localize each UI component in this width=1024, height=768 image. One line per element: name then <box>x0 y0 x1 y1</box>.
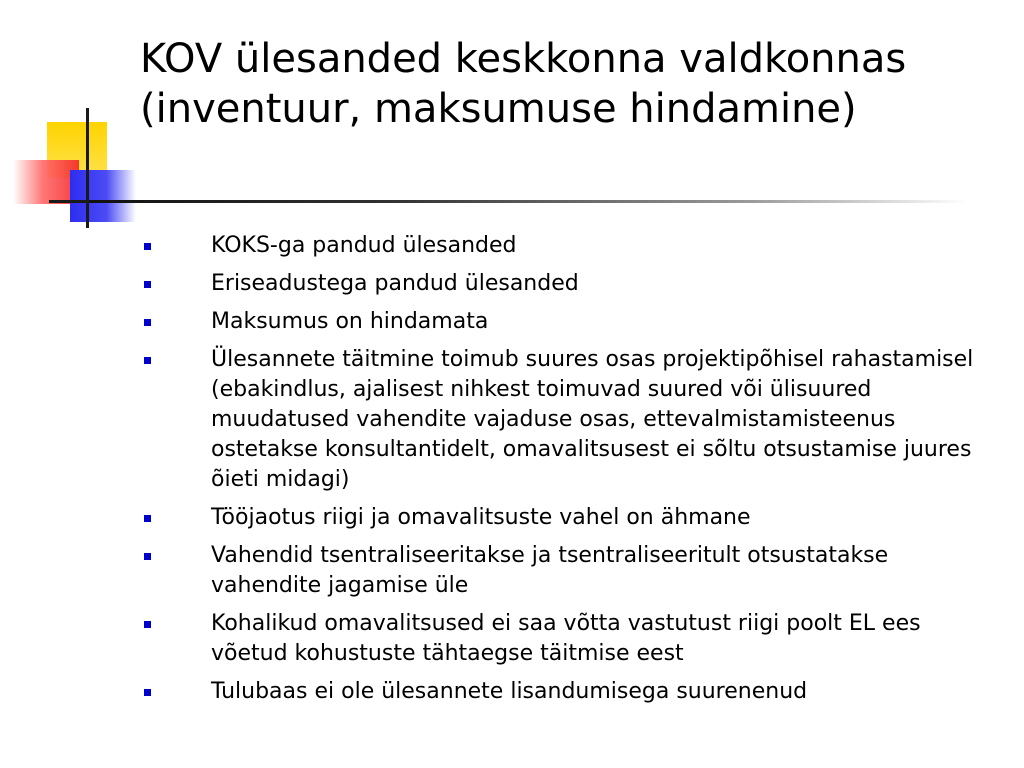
bullet-text: Eriseadustega pandud ülesanded <box>211 271 579 296</box>
bullet-square-icon <box>144 281 151 288</box>
bullet-text: Vahendid tsentraliseeritakse ja tsentraliseeritult otsustatakse vahendite jagamise üle <box>211 543 889 598</box>
bullet-square-icon <box>144 243 151 250</box>
slide-title <box>140 34 1000 134</box>
bullet-item <box>144 231 994 261</box>
slide-title-line-2: (inventuur, maksumuse hindamine) <box>140 86 857 132</box>
bullet-item <box>144 307 994 337</box>
bullet-square-icon <box>144 515 151 522</box>
bullet-item <box>144 503 994 533</box>
bullet-square-icon <box>144 553 151 560</box>
logo-blue-square <box>70 170 136 222</box>
slide-title-line-1: KOV ülesanded keskkonna valdkonnas <box>140 36 907 82</box>
bullet-item <box>144 345 994 495</box>
bullet-list <box>144 231 994 715</box>
bullet-text: Tulubaas ei ole ülesannete lisandumisega suurenenud <box>211 679 808 704</box>
bullet-item <box>144 677 994 707</box>
bullet-square-icon <box>144 319 151 326</box>
logo-horizontal-line <box>49 200 89 203</box>
title-divider <box>89 200 969 203</box>
logo-vertical-line <box>86 108 89 228</box>
template-logo <box>0 100 150 240</box>
bullet-square-icon <box>144 357 151 364</box>
bullet-text: KOKS-ga pandud ülesanded <box>211 233 517 258</box>
bullet-text: Tööjaotus riigi ja omavalitsuste vahel on ähmane <box>211 505 751 530</box>
bullet-item <box>144 541 994 601</box>
bullet-square-icon <box>144 689 151 696</box>
bullet-text: Maksumus on hindamata <box>211 309 489 334</box>
bullet-square-icon <box>144 621 151 628</box>
bullet-item <box>144 609 994 669</box>
bullet-text: Kohalikud omavalitsused ei saa võtta vastutust riigi poolt EL ees võetud kohustuste tähtaegse täitmise eest <box>211 611 921 666</box>
bullet-text: Ülesannete täitmine toimub suures osas projektipõhisel rahastamisel (ebakindlus, ajalisest nihkest toimuvad suured või ülisuured muudatused vahendite vajaduse osas, ettevalmistamisteenus ostetakse konsultantidelt, omavalitsusest ei sõltu otsustamise juures õieti midagi) <box>211 347 974 492</box>
bullet-item <box>144 269 994 299</box>
